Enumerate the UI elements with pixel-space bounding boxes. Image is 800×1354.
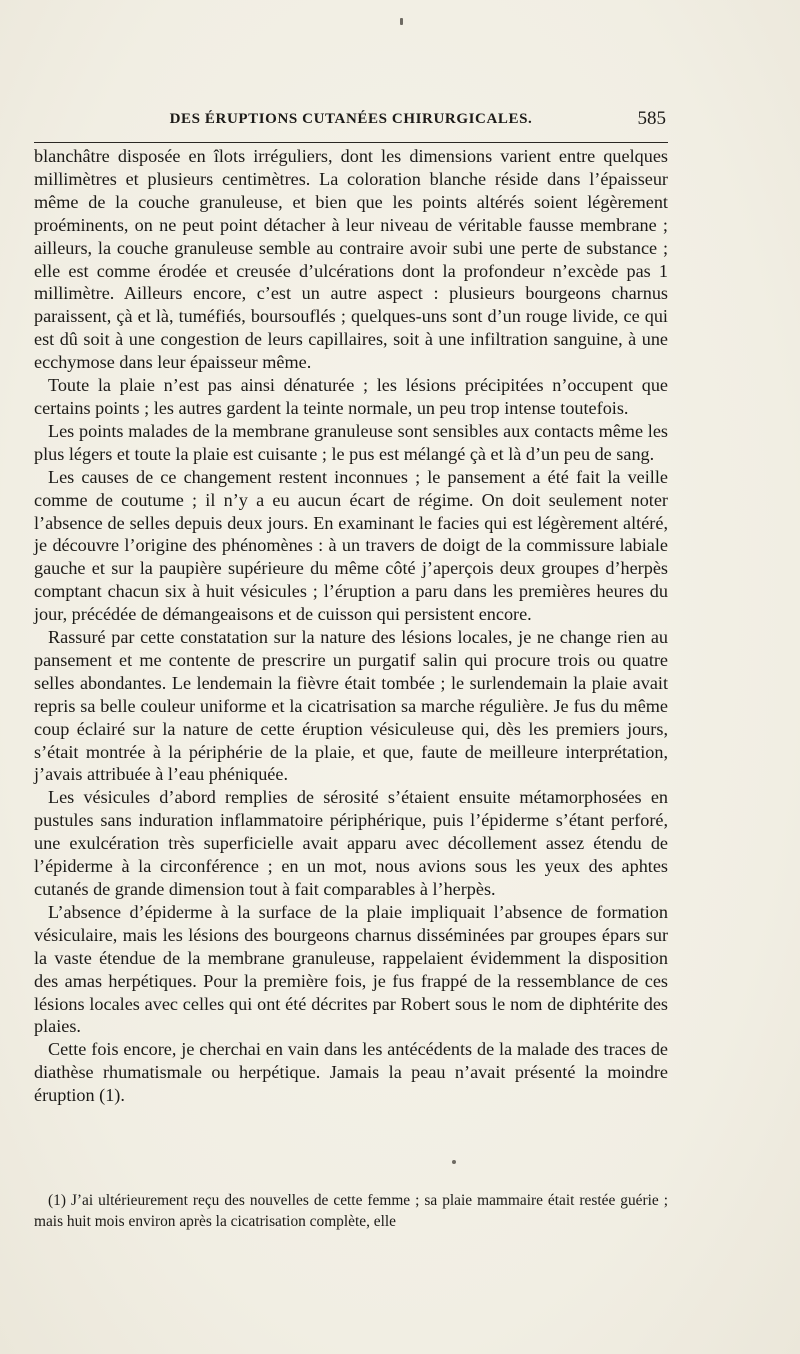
paragraph: Toute la plaie n’est pas ainsi dénaturée ; les lésions précipitées n’occupent que certains points ; les autres gardent la teinte normale, un peu trop intense toutefois. <box>34 375 668 418</box>
print-speck <box>452 1160 456 1164</box>
paragraph: Les causes de ce changement restent inconnues ; le pansement a été fait la veille comme de coutume ; il n’y a eu aucun écart de régime. On doit seulement noter l’absence de selles depuis deux jours. En examinant le facies qui est légèrement altéré, je découvre l’origine des phénomènes : à un travers de doigt de la commissure labiale gauche et sur la paupière supérieure du même côté j’aperçois deux groupes d’herpès comptant chacun six à huit vésicules ; l’éruption a paru dans les premières heures du jour, précédée de démangeaisons et de cuisson qui persistent encore. <box>34 466 668 625</box>
print-speck <box>400 18 403 25</box>
paragraph: blanchâtre disposée en îlots irréguliers, dont les dimensions varient entre quelques millimètres et plusieurs centimètres. La coloration blanche réside dans l’épaisseur même de la couche granuleuse, et bien que les points altérés soient légèrement proéminents, on ne peut point détacher à leur niveau de véritable fausse membrane ; ailleurs, la couche granuleuse semble au contraire avoir subi une perte de substance ; elle est comme érodée et creusée d’ulcérations dont la profondeur n’excède pas 1 millimètre. Ailleurs encore, c’est un autre aspect : plusieurs bourgeons charnus paraissent, çà et là, tuméfiés, boursouflés ; quelques-uns sont d’un rouge livide, ce qui est dû soit à une congestion de leurs capillaires, soit à une infiltration sanguine, à une ecchymose dans leur épaisseur même. <box>34 146 668 373</box>
running-head-title: DES ÉRUPTIONS CUTANÉES CHIRURGICALES. <box>169 111 533 127</box>
running-head <box>34 108 668 134</box>
footnote: (1) J’ai ultérieurement reçu des nouvelles de cette femme ; sa plaie mammaire était restée guérie ; mais huit mois environ après la cicatrisation complète, elle <box>34 1192 668 1230</box>
paragraph: Rassuré par cette constatation sur la nature des lésions locales, je ne change rien au pansement et me contente de prescrire un purgatif salin qui procure trois ou quatre selles abondantes. Le lendemain la fièvre était tombée ; le surlendemain la plaie avait repris sa belle couleur uniforme et la cicatrisation sa marche régulière. Je fus du même coup éclairé sur la nature de cette éruption vésiculeuse qui, dès les premiers jours, s’était montrée à la périphérie de la plaie, et que, faute de meilleure interprétation, j’avais attribuée à l’eau phéniquée. <box>34 627 668 785</box>
header-rule <box>34 142 668 143</box>
paragraph: Les points malades de la membrane granuleuse sont sensibles aux contacts même les plus légers et toute la plaie est cuisante ; le pus est mélangé çà et là d’un peu de sang. <box>34 420 668 464</box>
page-number: 585 <box>637 108 666 129</box>
body-text <box>34 145 668 1107</box>
paragraph: L’absence d’épiderme à la surface de la plaie impliquait l’absence de formation vésiculaire, mais les lésions des bourgeons charnus disséminées par groupes épars sur la vaste étendue de la membrane granuleuse, rappelaient évidemment la disposition des amas herpétiques. Pour la première fois, je fus frappé de la ressemblance de ces lésions locales avec celles qui ont été décrites par Robert sous le nom de diphtérite des plaies. <box>34 901 668 1037</box>
paragraph: Cette fois encore, je cherchai en vain dans les antécédents de la malade des traces de diathèse rhumatismale ou herpétique. Jamais la peau n’avait présenté la moindre éruption (1). <box>34 1039 668 1106</box>
paragraph: Les vésicules d’abord remplies de sérosité s’étaient ensuite métamorphosées en pustules sans induration inflammatoire périphérique, puis l’épiderme s’étant perforé, une exulcération très superficielle avait apparu avec décollement assez étendu de l’épiderme à la circonférence ; en un mot, nous avions sous les yeux des aphtes cutanés de grande dimension tout à fait comparables à l’herpès. <box>34 787 668 899</box>
